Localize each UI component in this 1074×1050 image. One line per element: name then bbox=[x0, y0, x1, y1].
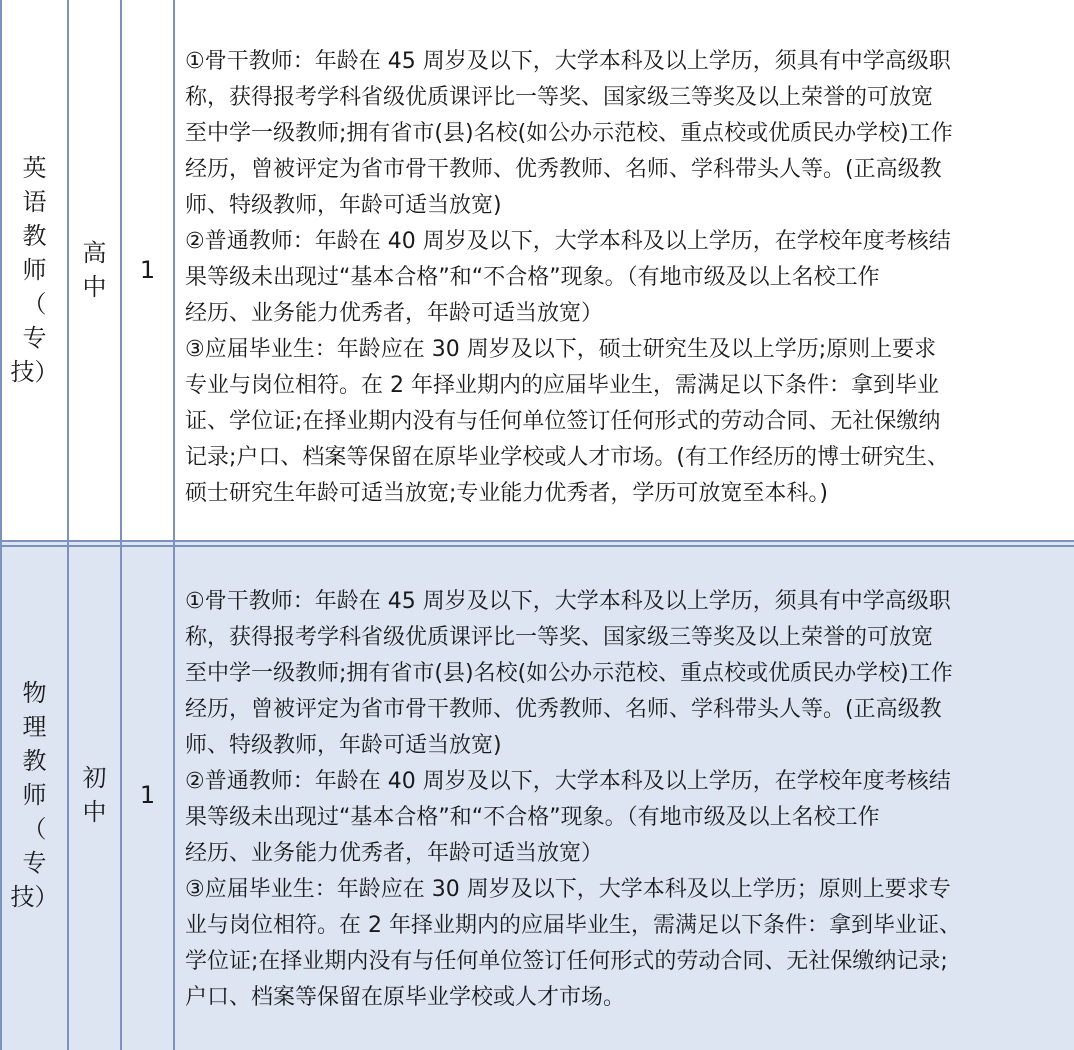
requirement-line: 经历，曾被评定为省市骨干教师、优秀教师、名师、学科带头人等。(正高级教 bbox=[185, 157, 942, 182]
school-stage bbox=[83, 236, 107, 304]
position-char: 专 bbox=[22, 849, 47, 877]
requirement-line: ③应届毕业生：年龄应在 30 周岁及以下，硕士研究生及以上学历;原则上要求 bbox=[185, 337, 937, 362]
headcount: 1 bbox=[139, 256, 156, 284]
requirements-text bbox=[185, 44, 953, 512]
requirement-line: ①骨干教师：年龄在 45 周岁及以下，大学本科及以上学历，须具有中学高级职 bbox=[185, 589, 951, 614]
school-stage-cell bbox=[69, 0, 122, 540]
position-cell bbox=[0, 540, 69, 1050]
position-title bbox=[11, 151, 59, 389]
school-stage bbox=[83, 761, 107, 829]
position-char: 师 bbox=[22, 781, 47, 809]
position-char: 英 bbox=[22, 154, 47, 182]
position-cell bbox=[0, 0, 69, 540]
requirement-line: ②普通教师：年龄在 40 周岁及以下，大学本科及以上学历，在学校年度考核结 bbox=[185, 229, 951, 254]
requirement-line: 专业与岗位相符。在 2 年择业期内的应届毕业生，需满足以下条件：拿到毕业 bbox=[185, 373, 939, 398]
stage-char: 初 bbox=[82, 764, 107, 792]
requirements-text bbox=[185, 584, 961, 1016]
position-char: （ bbox=[22, 290, 47, 318]
requirement-line: 称，获得报考学科省级优质课评比一等奖、国家级三等奖及以上荣誉的可放宽 bbox=[185, 625, 934, 650]
row-divider bbox=[0, 540, 1074, 542]
position-char: 师 bbox=[22, 256, 47, 284]
stage-char: 中 bbox=[82, 798, 107, 826]
position-char: 教 bbox=[22, 747, 47, 775]
requirement-line: 业与岗位相符。在 2 年择业期内的应届毕业生，需满足以下条件：拿到毕业证、 bbox=[185, 913, 961, 938]
position-char: 技） bbox=[10, 883, 59, 911]
requirement-line: ②普通教师：年龄在 40 周岁及以下，大学本科及以上学历，在学校年度考核结 bbox=[185, 769, 951, 794]
headcount-cell bbox=[122, 0, 175, 540]
requirement-line: 经历、业务能力优秀者，年龄可适当放宽） bbox=[185, 841, 604, 866]
requirement-line: 师、特级教师，年龄可适当放宽) bbox=[185, 733, 502, 758]
stage-char: 高 bbox=[82, 239, 107, 267]
requirement-line: 至中学一级教师;拥有省市(县)名校(如公办示范校、重点校或优质民办学校)工作 bbox=[185, 661, 953, 686]
requirement-line: 果等级未出现过“基本合格”和“不合格”现象。（有地市级及以上名校工作 bbox=[185, 805, 880, 830]
requirement-line: 证、学位证;在择业期内没有与任何单位签订任何形式的劳动合同、无社保缴纳 bbox=[185, 409, 941, 434]
requirements-cell bbox=[175, 0, 1074, 540]
position-char: 专 bbox=[22, 324, 47, 352]
position-char: 语 bbox=[22, 188, 47, 216]
requirement-line: 学位证;在择业期内没有与任何单位签订任何形式的劳动合同、无社保缴纳记录; bbox=[185, 949, 948, 974]
position-char: 技） bbox=[10, 358, 59, 386]
requirement-line: ③应届毕业生：年龄应在 30 周岁及以下，大学本科及以上学历；原则上要求专 bbox=[185, 877, 951, 902]
requirement-line: 经历，曾被评定为省市骨干教师、优秀教师、名师、学科带头人等。(正高级教 bbox=[185, 697, 942, 722]
headcount: 1 bbox=[139, 781, 156, 809]
requirement-line: 硕士研究生年龄可适当放宽;专业能力优秀者，学历可放宽至本科。) bbox=[185, 481, 828, 506]
requirement-line: ①骨干教师：年龄在 45 周岁及以下，大学本科及以上学历，须具有中学高级职 bbox=[185, 49, 951, 74]
position-title bbox=[11, 676, 59, 914]
requirement-line: 户口、档案等保留在原毕业学校或人才市场。 bbox=[185, 985, 626, 1010]
requirement-line: 师、特级教师，年龄可适当放宽) bbox=[185, 193, 502, 218]
requirements-cell bbox=[175, 540, 1074, 1050]
headcount-cell bbox=[122, 540, 175, 1050]
school-stage-cell bbox=[69, 540, 122, 1050]
requirement-line: 至中学一级教师;拥有省市(县)名校(如公办示范校、重点校或优质民办学校)工作 bbox=[185, 121, 953, 146]
requirement-line: 记录;户口、档案等保留在原毕业学校或人才市场。(有工作经历的博士研究生、 bbox=[185, 445, 949, 470]
requirement-line: 经历、业务能力优秀者，年龄可适当放宽） bbox=[185, 301, 604, 326]
requirement-line: 果等级未出现过“基本合格”和“不合格”现象。（有地市级及以上名校工作 bbox=[185, 265, 880, 290]
table-row-physics-teacher bbox=[0, 540, 1074, 1050]
position-char: 理 bbox=[22, 713, 47, 741]
position-char: （ bbox=[22, 815, 47, 843]
position-char: 物 bbox=[22, 679, 47, 707]
requirement-line: 称，获得报考学科省级优质课评比一等奖、国家级三等奖及以上荣誉的可放宽 bbox=[185, 85, 934, 110]
stage-char: 中 bbox=[82, 273, 107, 301]
position-char: 教 bbox=[22, 222, 47, 250]
row-divider bbox=[0, 545, 1074, 547]
